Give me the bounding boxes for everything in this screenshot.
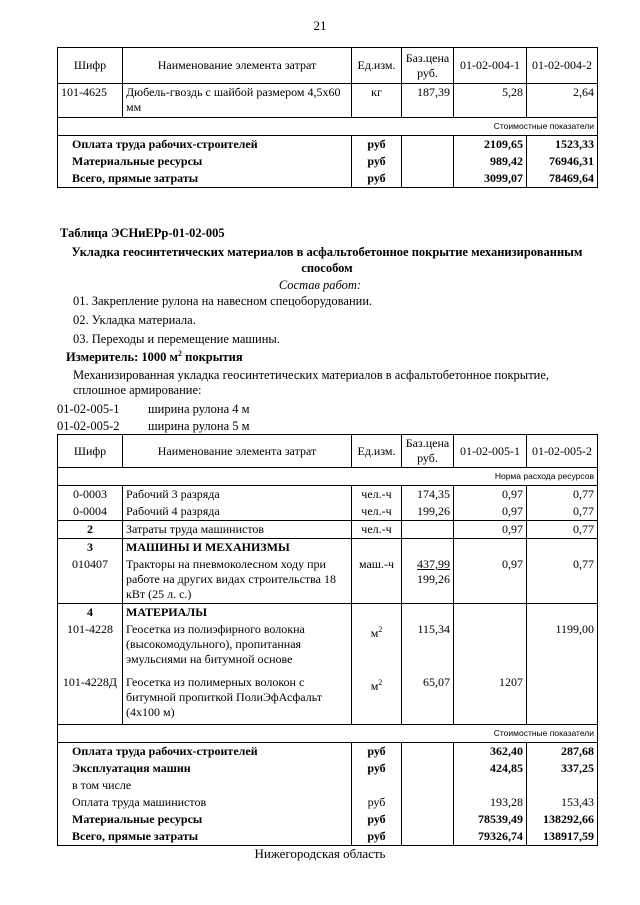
total-name: Всего, прямые затраты (58, 828, 352, 846)
row-value-1: 0,97 (454, 521, 527, 539)
total-name: Всего, прямые затраты (58, 170, 352, 188)
table-row (58, 84, 598, 118)
col-header-price: Баз.цена руб. (402, 48, 454, 84)
total-value-2: 76946,31 (527, 153, 598, 170)
col-header-variant-1: 01-02-004-1 (454, 48, 527, 84)
total-name: Оплата труда рабочих-строителей (58, 742, 352, 760)
col-header-unit: Ед.изм. (352, 435, 402, 468)
resource-table-01-02-005 (57, 434, 598, 846)
total-unit: руб (352, 828, 402, 846)
total-name: в том числе (58, 777, 352, 794)
table-row (58, 486, 598, 504)
row-unit: м (370, 679, 379, 693)
row-unit: чел.-ч (352, 486, 402, 504)
total-unit: руб (352, 794, 402, 811)
total-value-1: 3099,07 (454, 170, 527, 188)
col-header-name: Наименование элемента затрат (123, 48, 352, 84)
work-step: 03. Переходы и перемещение машины. (73, 332, 280, 346)
col-header-price: Баз.цена руб. (402, 435, 454, 468)
total-value-2: 138917,59 (527, 828, 598, 846)
row-name: Тракторы на пневмоколесном ходу при работе на других видах строительства 18 кВт (25 л. с.) (123, 556, 352, 604)
col-header-code: Шифр (58, 435, 123, 468)
variant-text: ширина рулона 4 м (148, 402, 250, 416)
composition-title: Состав работ: (278, 278, 362, 292)
row-unit: маш.-ч (352, 556, 402, 604)
group-row (58, 604, 598, 622)
group-name: МАТЕРИАЛЫ (123, 604, 352, 622)
row-unit-sup: 2 (378, 625, 383, 634)
col-header-variant-1: 01-02-005-1 (454, 435, 527, 468)
row-value-2: 0,77 (527, 521, 598, 539)
total-value-1: 78539,49 (454, 811, 527, 828)
row-price: 199,26 (402, 503, 454, 521)
row-price: 174,35 (402, 486, 454, 504)
row-value-1: 0,97 (454, 503, 527, 521)
col-header-variant-2: 01-02-004-2 (527, 48, 598, 84)
row-value-1 (454, 621, 527, 674)
row-value-2: 2,64 (527, 84, 598, 118)
row-price: 115,34 (402, 621, 454, 674)
row-unit: кг (352, 84, 402, 118)
meter-rest: покрытия (182, 350, 243, 365)
total-value-1: 989,42 (454, 153, 527, 170)
variant-code: 01-02-005-2 (57, 419, 120, 433)
page-footer: Нижегородская область (254, 846, 386, 861)
row-price-bottom: 199,26 (417, 572, 450, 586)
row-price: 65,07 (402, 674, 454, 724)
row-value-1: 5,28 (454, 84, 527, 118)
total-value-1: 2109,65 (454, 136, 527, 154)
row-value-2 (527, 674, 598, 724)
row-value-1: 0,97 (454, 556, 527, 604)
total-value-1: 362,40 (454, 742, 527, 760)
table-row (58, 621, 598, 674)
total-row (58, 828, 598, 846)
total-unit: руб (352, 742, 402, 760)
total-value-1: 424,85 (454, 760, 527, 777)
col-header-code: Шифр (58, 48, 123, 84)
table-row (58, 674, 598, 724)
total-unit: руб (352, 136, 402, 154)
row-code: 010407 (58, 556, 123, 604)
table-row (58, 556, 598, 604)
total-row (58, 153, 598, 170)
total-row (58, 170, 598, 188)
group-row (58, 539, 598, 557)
work-step: 02. Укладка материала. (73, 313, 196, 327)
variant-text: ширина рулона 5 м (148, 419, 250, 433)
meter-unit-sup: 2 (178, 349, 183, 358)
row-value-2: 0,77 (527, 556, 598, 604)
row-code: 101-4625 (58, 84, 123, 118)
row-unit: чел.-ч (352, 521, 402, 539)
total-row (58, 777, 598, 794)
row-value-1: 1207 (454, 674, 527, 724)
cost-table-01-02-004 (57, 47, 598, 188)
row-name: Рабочий 4 разряда (123, 503, 352, 521)
total-value-1: 79326,74 (454, 828, 527, 846)
row-unit: чел.-ч (352, 503, 402, 521)
page-number: 21 (313, 18, 327, 33)
row-name: Рабочий 3 разряда (123, 486, 352, 504)
total-name: Материальные ресурсы (58, 811, 352, 828)
row-name: Геосетка из полиэфирного волокна (высокомодульного), пропитанная эмульсиями на битумной основе (123, 621, 352, 674)
section-heading: Укладка геосинтетических материалов в асфальтобетонное покрытие механизированным способом (71, 245, 583, 275)
total-row (58, 760, 598, 777)
total-value-2: 153,43 (527, 794, 598, 811)
total-row (58, 794, 598, 811)
row-value-2: 1199,00 (527, 621, 598, 674)
total-value-2: 78469,64 (527, 170, 598, 188)
row-code: 101-4228 (58, 621, 123, 674)
total-name: Оплата труда машинистов (58, 794, 352, 811)
row-code: 0-0004 (58, 503, 123, 521)
col-header-unit: Ед.изм. (352, 48, 402, 84)
total-name: Эксплуатация машин (58, 760, 352, 777)
total-row (58, 811, 598, 828)
row-code: 0-0003 (58, 486, 123, 504)
group-code: 4 (58, 604, 123, 622)
row-unit: м (370, 626, 379, 640)
row-name: Дюбель-гвоздь с шайбой размером 4,5х60 мм (123, 84, 352, 118)
total-unit: руб (352, 170, 402, 188)
total-unit: руб (352, 760, 402, 777)
total-value-2: 138292,66 (527, 811, 598, 828)
variant-code: 01-02-005-1 (57, 402, 120, 416)
cost-indicators-label: Стоимостные показатели (58, 118, 598, 136)
table-row (58, 503, 598, 521)
total-row (58, 136, 598, 154)
row-value-1: 0,97 (454, 486, 527, 504)
meter-label: Измеритель: 1000 м (66, 350, 179, 365)
row-value-2: 0,77 (527, 503, 598, 521)
work-step: 01. Закрепление рулона на навесном спецоборудовании. (73, 294, 373, 308)
total-name: Оплата труда рабочих-строителей (58, 136, 352, 154)
group-name: МАШИНЫ И МЕХАНИЗМЫ (123, 539, 352, 557)
total-unit: руб (352, 153, 402, 170)
row-price-top: 437,99 (417, 557, 450, 571)
total-name: Материальные ресурсы (58, 153, 352, 170)
total-row (58, 742, 598, 760)
row-code: 101-4228Д (58, 674, 123, 724)
col-header-variant-2: 01-02-005-2 (527, 435, 598, 468)
total-value-2: 1523,33 (527, 136, 598, 154)
total-value-2: 337,25 (527, 760, 598, 777)
row-code: 2 (58, 521, 123, 539)
meter-line (66, 349, 243, 365)
norm-label: Норма расхода ресурсов (58, 468, 598, 486)
row-price: 187,39 (402, 84, 454, 118)
cost-indicators-label: Стоимостные показатели (58, 724, 598, 742)
row-unit-sup: 2 (378, 678, 383, 687)
group-code: 3 (58, 539, 123, 557)
total-value-1: 193,28 (454, 794, 527, 811)
total-unit: руб (352, 811, 402, 828)
table-row (58, 521, 598, 539)
table-title: Таблица ЭСНиЕРр-01-02-005 (60, 226, 225, 240)
col-header-name: Наименование элемента затрат (123, 435, 352, 468)
row-value-2: 0,77 (527, 486, 598, 504)
row-name: Затраты труда машинистов (123, 521, 352, 539)
section-description: Механизированная укладка геосинтетических материалов в асфальтобетонное покрытие, сплошное армирование: (73, 368, 550, 397)
row-name: Геосетка из полимерных волокон с битумной пропиткой ПолиЭфАсфальт (4х100 м) (123, 674, 352, 724)
total-value-2: 287,68 (527, 742, 598, 760)
